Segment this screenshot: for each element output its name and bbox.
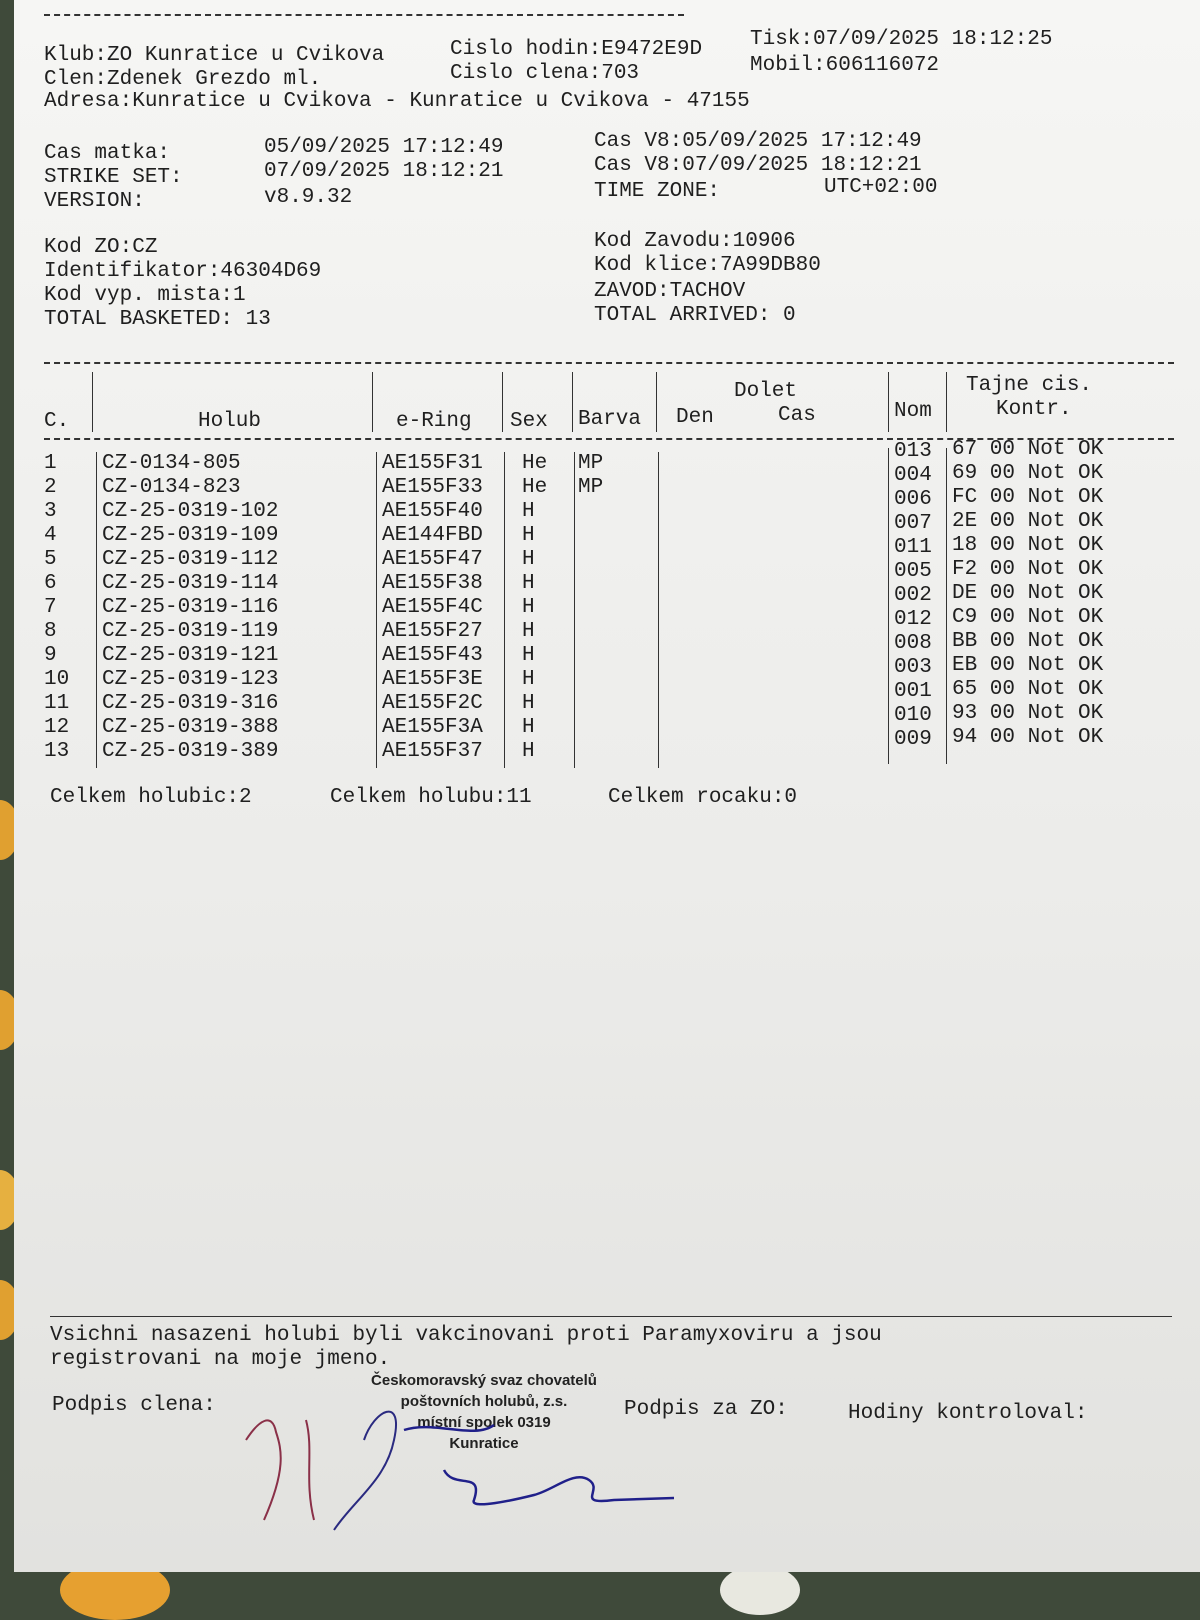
cas-matka-label: Cas matka:: [44, 142, 171, 165]
row-sex: H: [522, 524, 535, 547]
row-ering: AE155F3A: [382, 716, 483, 739]
row-number: 10: [44, 668, 70, 691]
row-sex: H: [522, 596, 535, 619]
strike-set-label: STRIKE SET:: [44, 166, 183, 189]
row-number: 12: [44, 716, 70, 739]
member-signature: [246, 1420, 314, 1520]
header-cas: Cas: [778, 404, 816, 427]
row-holub: CZ-0134-805: [102, 452, 241, 475]
kod-zavodu-text: Kod Zavodu:10906: [594, 230, 796, 253]
mobil-text: Mobil:606116072: [750, 54, 940, 77]
header-dolet: Dolet: [734, 380, 798, 403]
row-holub: CZ-25-0319-388: [102, 716, 279, 739]
row-nom: 004: [894, 464, 932, 487]
row-kontr: 94 00 Not OK: [952, 726, 1104, 749]
row-kontr: F2 00 Not OK: [952, 558, 1104, 581]
row-ering: AE155F33: [382, 476, 483, 499]
row-nom: 010: [894, 704, 932, 727]
stamp-line-2: poštovních holubů, z.s.: [400, 1393, 568, 1410]
version-value: v8.9.32: [264, 186, 353, 209]
cas-v8-second: Cas V8:07/09/2025 18:12:21: [594, 154, 922, 177]
identifikator-text: Identifikator:46304D69: [44, 260, 322, 283]
header-sex: Sex: [510, 410, 548, 433]
row-sex: H: [522, 740, 535, 763]
row-nom: 007: [894, 512, 932, 535]
row-kontr: DE 00 Not OK: [952, 582, 1104, 605]
zavod-text: ZAVOD:TACHOV: [594, 280, 746, 303]
row-nom: 006: [894, 488, 932, 511]
row-sex: He: [522, 452, 548, 475]
row-number: 5: [44, 548, 57, 571]
row-number: 7: [44, 596, 57, 619]
row-number: 4: [44, 524, 57, 547]
row-ering: AE155F38: [382, 572, 483, 595]
row-kontr: 65 00 Not OK: [952, 678, 1104, 701]
kod-zo-text: Kod ZO:CZ: [44, 236, 158, 259]
row-nom: 011: [894, 536, 932, 559]
row-kontr: 69 00 Not OK: [952, 462, 1104, 485]
header-holub: Holub: [198, 410, 262, 433]
row-holub: CZ-0134-823: [102, 476, 241, 499]
row-holub: CZ-25-0319-316: [102, 692, 279, 715]
header-nom: Nom: [894, 400, 932, 423]
row-nom: 008: [894, 632, 932, 655]
row-holub: CZ-25-0319-119: [102, 620, 279, 643]
row-nom: 012: [894, 608, 932, 631]
row-sex: H: [522, 620, 535, 643]
header-c: C.: [44, 410, 70, 433]
row-nom: 009: [894, 728, 932, 751]
row-number: 11: [44, 692, 70, 715]
total-rocaku: Celkem rocaku:0: [608, 786, 798, 809]
stamp-line-3: místní spolek 0319: [417, 1414, 551, 1431]
row-ering: AE155F40: [382, 500, 483, 523]
cas-matka-value: 05/09/2025 17:12:49: [264, 136, 504, 159]
zo-signature: [404, 1425, 674, 1504]
clen-text: Clen:Zdenek Grezdo ml.: [44, 68, 322, 91]
time-zone-value: UTC+02:00: [824, 176, 938, 199]
hodiny-kontroloval-label: Hodiny kontroloval:: [848, 1402, 1088, 1425]
row-sex: H: [522, 668, 535, 691]
row-ering: AE155F31: [382, 452, 483, 475]
vaccination-statement-line1: Vsichni nasazeni holubi byli vakcinovani proti Paramyxoviru a jsou: [50, 1324, 882, 1347]
race-basketing-printout: [14, 0, 1200, 1572]
row-ering: AE155F27: [382, 620, 483, 643]
tisk-text: Tisk:07/09/2025 18:12:25: [750, 28, 1053, 51]
version-label: VERSION:: [44, 190, 145, 213]
row-sex: H: [522, 572, 535, 595]
vaccination-statement-line2: registrovani na moje jmeno.: [50, 1348, 391, 1371]
row-sex: He: [522, 476, 548, 499]
row-holub: CZ-25-0319-109: [102, 524, 279, 547]
row-kontr: 67 00 Not OK: [952, 438, 1104, 461]
row-kontr: BB 00 Not OK: [952, 630, 1104, 653]
row-barva: MP: [578, 476, 604, 499]
total-holubic: Celkem holubic:2: [50, 786, 252, 809]
row-nom: 003: [894, 656, 932, 679]
row-holub: CZ-25-0319-121: [102, 644, 279, 667]
row-ering: AE155F43: [382, 644, 483, 667]
row-number: 6: [44, 572, 57, 595]
row-sex: H: [522, 644, 535, 667]
background-flower: [720, 1565, 800, 1615]
row-holub: CZ-25-0319-102: [102, 500, 279, 523]
klub-text: Klub:ZO Kunratice u Cvikova: [44, 44, 385, 67]
kod-klice-text: Kod klice:7A99DB80: [594, 254, 821, 277]
time-zone-label: TIME ZONE:: [594, 180, 721, 203]
row-number: 8: [44, 620, 57, 643]
strike-set-value: 07/09/2025 18:12:21: [264, 160, 504, 183]
header-ering: e-Ring: [396, 410, 472, 433]
total-basketed-text: TOTAL BASKETED: 13: [44, 308, 271, 331]
row-holub: CZ-25-0319-114: [102, 572, 279, 595]
handwritten-signatures: [14, 0, 1200, 1572]
cislo-hodin-text: Cislo hodin:E9472E9D: [450, 38, 703, 61]
row-holub: CZ-25-0319-112: [102, 548, 279, 571]
header-den: Den: [676, 406, 714, 429]
row-number: 13: [44, 740, 70, 763]
row-ering: AE155F3E: [382, 668, 483, 691]
row-ering: AE144FBD: [382, 524, 483, 547]
row-kontr: C9 00 Not OK: [952, 606, 1104, 629]
total-arrived-text: TOTAL ARRIVED: 0: [594, 304, 796, 327]
header-kontr: Kontr.: [996, 398, 1072, 421]
cislo-clena-text: Cislo clena:703: [450, 62, 640, 85]
row-nom: 002: [894, 584, 932, 607]
row-kontr: 2E 00 Not OK: [952, 510, 1104, 533]
header-barva: Barva: [578, 408, 642, 431]
row-sex: H: [522, 500, 535, 523]
podpis-za-zo-label: Podpis za ZO:: [624, 1398, 788, 1421]
row-holub: CZ-25-0319-123: [102, 668, 279, 691]
row-number: 9: [44, 644, 57, 667]
row-kontr: FC 00 Not OK: [952, 486, 1104, 509]
member-signature-stroke: [334, 1412, 396, 1530]
total-holubu: Celkem holubu:11: [330, 786, 532, 809]
row-barva: MP: [578, 452, 604, 475]
row-ering: AE155F4C: [382, 596, 483, 619]
row-kontr: EB 00 Not OK: [952, 654, 1104, 677]
row-number: 2: [44, 476, 57, 499]
podpis-clena-label: Podpis clena:: [52, 1394, 216, 1417]
header-tajne-cis: Tajne cis.: [966, 374, 1093, 397]
row-ering: AE155F37: [382, 740, 483, 763]
row-number: 1: [44, 452, 57, 475]
row-ering: AE155F2C: [382, 692, 483, 715]
row-kontr: 18 00 Not OK: [952, 534, 1104, 557]
stamp-line-4: Kunratice: [449, 1435, 519, 1452]
row-nom: 001: [894, 680, 932, 703]
kod-vyp-mista-text: Kod vyp. mista:1: [44, 284, 246, 307]
row-nom: 005: [894, 560, 932, 583]
stamp-line-1: Českomoravský svaz chovatelů: [371, 1372, 597, 1389]
adresa-text: Adresa:Kunratice u Cvikova - Kunratice u Cvikova - 47155: [44, 90, 750, 113]
row-kontr: 93 00 Not OK: [952, 702, 1104, 725]
row-sex: H: [522, 716, 535, 739]
cas-v8-first: Cas V8:05/09/2025 17:12:49: [594, 130, 922, 153]
row-number: 3: [44, 500, 57, 523]
row-holub: CZ-25-0319-389: [102, 740, 279, 763]
row-holub: CZ-25-0319-116: [102, 596, 279, 619]
row-nom: 013: [894, 440, 932, 463]
row-sex: H: [522, 692, 535, 715]
row-ering: AE155F47: [382, 548, 483, 571]
row-sex: H: [522, 548, 535, 571]
